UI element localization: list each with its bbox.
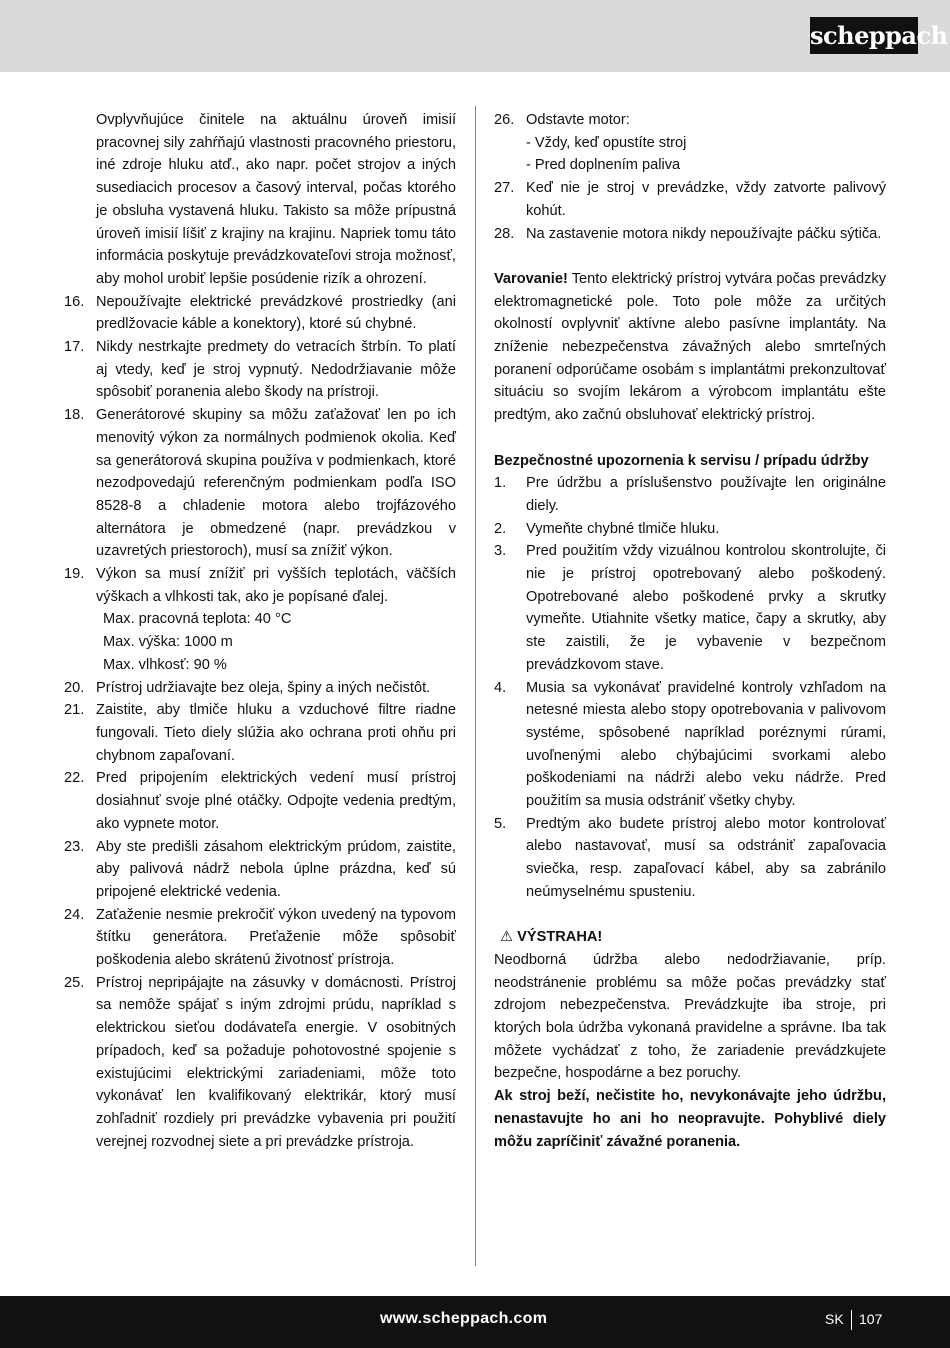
spec-line: Max. pracovná teplota: 40 °C [103,611,292,628]
intro-paragraph: Ovplyvňujúce činitele na aktuálnu úroveň imisií pracovnej sily zahŕňajú vlastnosti pracovného priestoru, iné zdroje hluku atď., ako napr. počet strojov a iných susediacich procesov a časový interval, počas ktorého je obsluha vystavená hluku. Takisto sa môže prípustná úroveň imisií líšiť z krajiny na krajinu. Napriek tomu táto informácia poskytuje prevádzkovateľovi stroja možnosť, aby mohol urobiť lepšie posúdenie rizík a ohrození. [96,112,456,287]
right-column [494,109,886,1153]
language-code: SK [825,1311,844,1327]
footer-website: www.scheppach.com [380,1310,548,1327]
warning-triangle-icon: ⚠ [500,929,514,946]
list-item: 19. Výkon sa musí znížiť pri vyšších teplotách, väčších výškach a vlhkosti tak, ako je popísané ďalej. Max. pracovná teplota: 40 °C Max. výška: 1000 m Max. vlhkosť: 90 % [64,563,456,677]
list-item: 1. Pre údržbu a príslušenstvo používajte len originálne diely. [494,475,886,514]
list-item: 21. Zaistite, aby tlmiče hluku a vzduchové filtre riadne fungovali. Tieto diely slúžia ako ochrana proti ohňu pri chybnom zapaľovaní. [64,702,456,764]
footer [0,1296,950,1348]
list-item: 25. Prístroj nepripájajte na zásuvky v domácnosti. Prístroj sa nemôže spájať s iným zdrojmi prúdu, napríklad s elektrickou sieťou dodávateľa energie. V osobitných prípadoch, keď sa požaduje pohotovostné spojenie s existujúcimi elektrickými zariadeniami, môže toto vykonávať len kvalifikovaný elektrikár, ktorý musí zohľadniť rozdiely pri prevádzke vybavenia pri použití verejnej rozvodnej siete a pri prevádzke prístroja. [64,974,456,1150]
list-item: 4. Musia sa vykonávať pravidelné kontroly vzhľadom na netesné miesta alebo stopy opotrebovania v palivovom systéme, spôsobené napríklad poréznymi rúrami, uvoľnenými alebo chýbajúcimi svorkami alebo poškodeniami na nádrži alebo veku nádrže. Pred použitím sa musia odstrániť všetky chyby. [494,679,886,810]
list-item: 20. Prístroj udržiavajte bez oleja, špiny a iných nečistôt. [64,679,431,696]
sub-item: - Vždy, keď opustíte stroj [526,134,687,151]
caution-heading: ⚠ VÝSTRAHA! [500,929,603,946]
warning-paragraph: Varovanie! Tento elektrický prístroj vytvára počas prevádzky elektromagnetické pole. Toto pole môže za určitých okolností ovplyvniť aktívne alebo pasívne implantáty. Na zníženie nebezpečenstva závažných alebo smrteľných poranení odporúčame osobám s implantátmi prekonzultovať situáciu so svojím lekárom a výrobcom implantátu ešte predtým, ako začnú obsluhovať elektrický prístroj. [494,270,886,424]
caution-text: Neodborná údržba alebo nedodržiavanie, príp. neodstránenie problému sa môže počas prevádzky stať zdrojom nebezpečenstva. Prevádzkujte iba stroje, pri ktorých bola údržba vykonaná pravidelne a správne. Iba tak môžete vychádzať z toho, že zariadenie prevádzkujete bezpečne, hospodárne a bez poruchy. [494,951,886,1082]
header-band [0,0,950,72]
list-item: 3. Pred použitím vždy vizuálnou kontrolou skontrolujte, či nie je prístroj opotrebovaný alebo poškodený. Opotrebované alebo poškodené prvky a skrutky vymeňte. Utiahnite všetky matice, čapy a skrutky, aby ste zaistili, že je vybavenie v bezpečnom prevádzkovom stave. [494,543,886,673]
list-item: 16. Nepoužívajte elektrické prevádzkové prostriedky (ani predlžovacie káble a konektory), ktoré sú chybné. [64,293,456,333]
list-item: 26. Odstavte motor: - Vždy, keď opustíte stroj - Pred doplnením paliva [494,109,886,177]
list-item: 27. Keď nie je stroj v prevádzke, vždy zatvorte palivový kohút. [494,180,886,219]
list-item: 2. Vymeňte chybné tlmiče hluku. [494,520,720,537]
list-item: 17. Nikdy nestrkajte predmety do vetracích štrbín. To platí aj vtedy, keď je stroj vypnutý. Nedodržiavanie môže spôsobiť poranenia alebo škody na prístroji. [64,339,456,401]
warning-label: Varovanie! [494,270,568,287]
brand-logo: scheppach [810,17,918,54]
spec-line: Max. výška: 1000 m [103,634,233,651]
left-column [64,109,456,1153]
sub-item: - Pred doplnením paliva [526,157,681,174]
list-item: 23. Aby ste predišli zásahom elektrickým prúdom, zaistite, aby palivová nádrž nebola úplne prázdna, keď sú pripojené elektrické vedenia. [64,838,456,900]
page-number: 107 [859,1311,883,1327]
column-divider [475,106,476,1266]
list-item: 24. Zaťaženie nesmie prekročiť výkon uvedený na typovom štítku generátora. Preťaženie môže spôsobiť poškodenia alebo skrátenú životnosť prístroja. [64,906,456,969]
list-item: 22. Pred pripojením elektrických vedení musí prístroj dosiahnuť svoje plné otáčky. Odpojte vedenia predtým, ako vypnete motor. [64,770,456,832]
list-item: 5. Predtým ako budete prístroj alebo motor kontrolovať alebo nastavovať, musí sa odstrániť zapaľovacia sviečka, resp. zapaľovací kábel, aby sa zabránilo neúmyselnému spusteniu. [494,815,886,900]
list-item: 28. Na zastavenie motora nikdy nepoužívajte páčku sýtiča. [494,225,882,242]
caution-bold-text: Ak stroj beží, nečistite ho, nevykonávajte jeho údržbu, nenastavujte ho ani ho neopravujte. Pohyblivé diely môžu zapríčiniť závažné poranenia. [494,1088,886,1150]
spec-line: Max. vlhkosť: 90 % [103,656,227,673]
service-heading: Bezpečnostné upozornenia k servisu / prípadu údržby [494,452,869,469]
list-item: 18. Generátorové skupiny sa môžu zaťažovať len po ich menovitý výkon za normálnych podmienok okolia. Keď sa generátorová skupina používa v podmienkach, ktoré nezodpovedajú referenčným podmienkam podľa ISO 8528-8 a chladenie motora alebo trojfázového alternátora je obmedzené (napr. prevádzkou v uzavretých priestoroch), musí sa znížiť výkon. [64,407,456,560]
footer-separator [851,1310,852,1330]
